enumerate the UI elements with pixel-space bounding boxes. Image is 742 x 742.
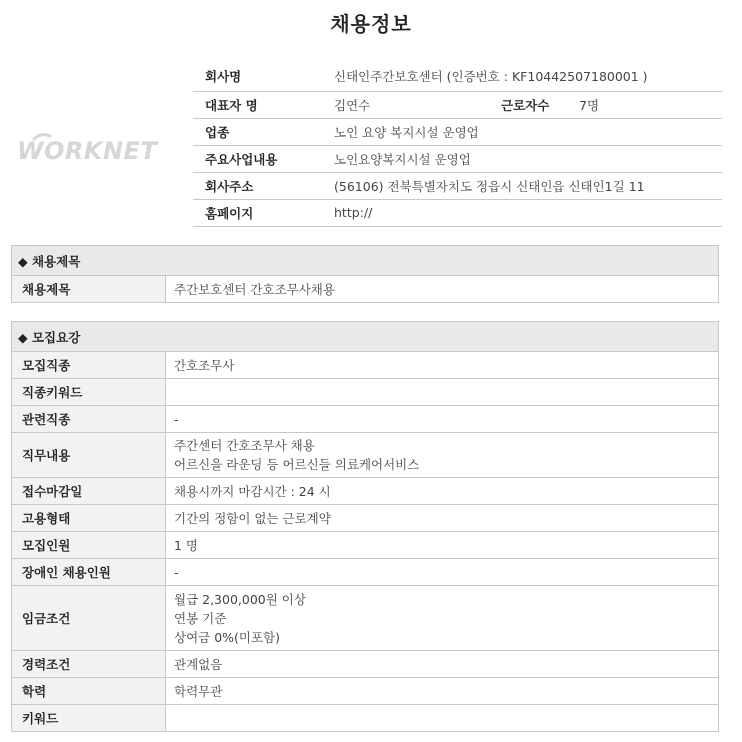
row-label: 모집인원 [12, 532, 166, 559]
table-row [12, 478, 719, 505]
row-label: 직종키워드 [12, 379, 166, 406]
homepage-link[interactable]: http:// [334, 199, 722, 226]
address-label: 회사주소 [193, 172, 334, 199]
company-name-value: 신태인주간보호센터 (인증번호 : KF10442507180001 ) [334, 62, 722, 91]
business-label: 주요사업내용 [193, 145, 334, 172]
recruit-title-value: 주간보호센터 간호조무사채용 [166, 276, 719, 303]
row-value [166, 651, 719, 678]
section-header: ◆ 모집요강 [12, 322, 719, 352]
row-label: 경력조건 [12, 651, 166, 678]
row-label: 모집직종 [12, 352, 166, 379]
ceo-label: 대표자 명 [193, 91, 334, 118]
row-label: 학력 [12, 678, 166, 705]
worknet-logo [15, 128, 170, 168]
row-value [166, 406, 719, 433]
industry-value: 노인 요양 복지시설 운영업 [334, 118, 722, 145]
row-value-line: 1 명 [174, 537, 199, 553]
row-value [166, 705, 719, 732]
row-value-line: 간호조무사 [174, 357, 235, 373]
table-row [12, 505, 719, 532]
row-label: 관련직종 [12, 406, 166, 433]
company-name-label: 회사명 [193, 62, 334, 91]
table-row [12, 586, 719, 651]
row-value [166, 433, 719, 478]
row-value-line: - [174, 564, 179, 580]
table-row [12, 678, 719, 705]
row-label: 임금조건 [12, 586, 166, 651]
row-value-line: 관계없음 [174, 656, 223, 672]
row-value-line: 상여금 0%(미포함) [174, 629, 281, 645]
row-value-line: 어르신을 라운딩 등 어르신들 의료케어서비스 [174, 457, 420, 472]
page-title: 채용정보 [330, 12, 412, 36]
business-value: 노인요양복지시설 운영업 [334, 145, 722, 172]
svg-text:WORKNET: WORKNET [17, 137, 158, 165]
row-value-line: 기간의 정함이 없는 근로계약 [174, 510, 331, 526]
row-label: 직무내용 [12, 433, 166, 478]
employees-value: 7명 [579, 91, 722, 118]
row-label: 장애인 채용인원 [12, 559, 166, 586]
homepage-label: 홈페이지 [193, 199, 334, 226]
company-info-table [193, 62, 722, 227]
row-value-line: 주간센터 간호조무사 채용 [174, 438, 315, 453]
employees-label: 근로자수 [501, 91, 579, 118]
recruit-title-label: 채용제목 [12, 276, 166, 303]
row-value [166, 478, 719, 505]
row-value-line: 채용시까지 마감시간 : 24 시 [174, 483, 331, 499]
recruit-title-section [11, 245, 719, 303]
row-value-line: 월급 2,300,000원 이상 [174, 591, 306, 607]
row-value [166, 379, 719, 406]
requirements-section [11, 321, 719, 732]
table-row [12, 406, 719, 433]
ceo-value: 김연수 [334, 91, 501, 118]
row-value [166, 505, 719, 532]
row-label: 접수마감일 [12, 478, 166, 505]
table-row [12, 532, 719, 559]
row-value-line: 학력무관 [174, 683, 223, 699]
table-row [12, 705, 719, 732]
table-row [12, 352, 719, 379]
section-header: ◆ 채용제목 [12, 246, 719, 276]
row-value [166, 532, 719, 559]
row-value-line: 연봉 기준 [174, 610, 227, 626]
table-row [12, 559, 719, 586]
row-label: 키워드 [12, 705, 166, 732]
table-row [12, 433, 719, 478]
row-value [166, 559, 719, 586]
row-value [166, 586, 719, 651]
table-row [12, 651, 719, 678]
row-label: 고용형태 [12, 505, 166, 532]
industry-label: 업종 [193, 118, 334, 145]
table-row [12, 379, 719, 406]
row-value-line: - [174, 411, 179, 427]
row-value [166, 678, 719, 705]
row-value [166, 352, 719, 379]
address-value: (56106) 전북특별자치도 정읍시 신태인읍 신태인1길 11 [334, 172, 722, 199]
